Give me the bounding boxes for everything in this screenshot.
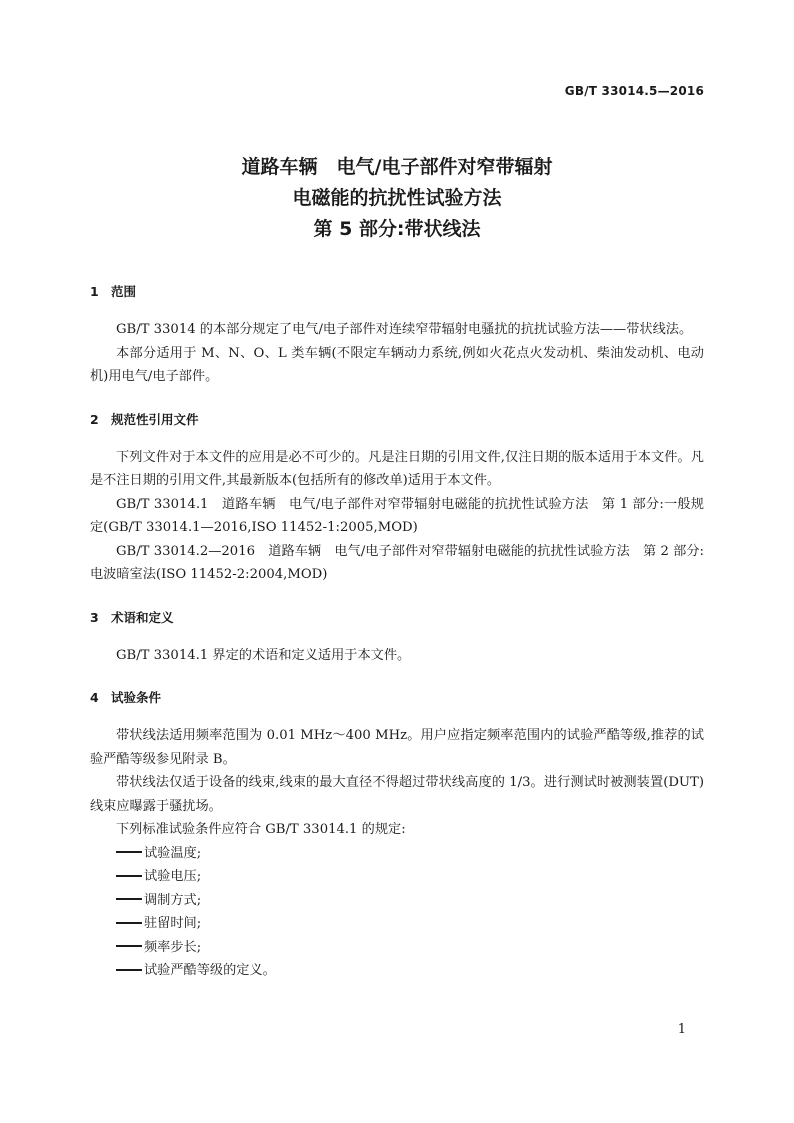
section-number: 4 bbox=[90, 690, 99, 705]
list-item: 试验电压; bbox=[90, 865, 704, 889]
dash-marker bbox=[116, 875, 142, 877]
section-title: 术语和定义 bbox=[111, 609, 174, 625]
section-title: 范围 bbox=[111, 284, 137, 299]
section-heading bbox=[90, 408, 704, 432]
list-item: 试验严酷等级的定义。 bbox=[90, 959, 704, 983]
list-item: 试验温度; bbox=[90, 842, 704, 866]
dash-marker bbox=[116, 851, 142, 853]
paragraph: 本部分适用于 M、N、O、L 类车辆(不限定车辆动力系统,例如火花点火发动机、柴油发动机、电动机)用电气/电子部件。 bbox=[90, 345, 704, 384]
reference-entry: GB/T 33014.2—2016 道路车辆 电气/电子部件对窄带辐射电磁能的抗扰性试验方法 第 2 部分:电波暗室法(ISO 11452-2:2004,MOD) bbox=[90, 543, 704, 582]
dash-marker bbox=[116, 922, 142, 924]
section-title: 规范性引用文件 bbox=[111, 411, 199, 427]
dash-marker bbox=[116, 969, 142, 971]
paragraph: 下列标准试验条件应符合 GB/T 33014.1 的规定: bbox=[116, 822, 406, 837]
section-number: 2 bbox=[90, 411, 99, 427]
paragraph: GB/T 33014.1 界定的术语和定义适用于本文件。 bbox=[116, 647, 411, 663]
section-title: 试验条件 bbox=[111, 690, 162, 705]
list-item: 频率步长; bbox=[90, 936, 704, 960]
section-heading bbox=[90, 280, 704, 304]
paragraph: 带状线法仅适于设备的线束,线束的最大直径不得超过带状线高度的 1/3。进行测试时被测装置(DUT)线束应曝露于骚扰场。 bbox=[90, 775, 704, 814]
reference-entry: GB/T 33014.1 道路车辆 电气/电子部件对窄带辐射电磁能的抗扰性试验方法 第 1 部分:一般规定(GB/T 33014.1—2016,ISO 11452-1:2005,MOD) bbox=[90, 496, 704, 535]
standard-code: GB/T 33014.5—2016 bbox=[564, 84, 704, 98]
title-line-3: 第 5 部分:带状线法 bbox=[313, 218, 481, 240]
dash-marker bbox=[116, 898, 142, 900]
document-title bbox=[0, 152, 794, 245]
section-heading bbox=[90, 686, 704, 710]
title-line-2: 电磁能的抗扰性试验方法 bbox=[292, 187, 502, 209]
paragraph: GB/T 33014 的本部分规定了电气/电子部件对连续窄带辐射电骚扰的抗扰试验方法——带状线法。 bbox=[116, 322, 693, 337]
title-line-1: 道路车辆 电气/电子部件对窄带辐射 bbox=[241, 156, 553, 178]
section-number: 1 bbox=[90, 284, 99, 299]
paragraph: 带状线法适用频率范围为 0.01 MHz～400 MHz。用户应指定频率范围内的试验严酷等级,推荐的试验严酷等级参见附录 B。 bbox=[90, 728, 704, 767]
page-number: 1 bbox=[677, 1022, 686, 1037]
dash-marker bbox=[116, 945, 142, 947]
list-item: 调制方式; bbox=[90, 889, 704, 913]
section-number: 3 bbox=[90, 609, 99, 625]
document-body bbox=[90, 280, 704, 983]
section-heading bbox=[90, 606, 704, 630]
paragraph: 下列文件对于本文件的应用是必不可少的。凡是注日期的引用文件,仅注日期的版本适用于本文件。凡是不注日期的引用文件,其最新版本(包括所有的修改单)适用于本文件。 bbox=[90, 449, 704, 488]
list-item: 驻留时间; bbox=[90, 912, 704, 936]
